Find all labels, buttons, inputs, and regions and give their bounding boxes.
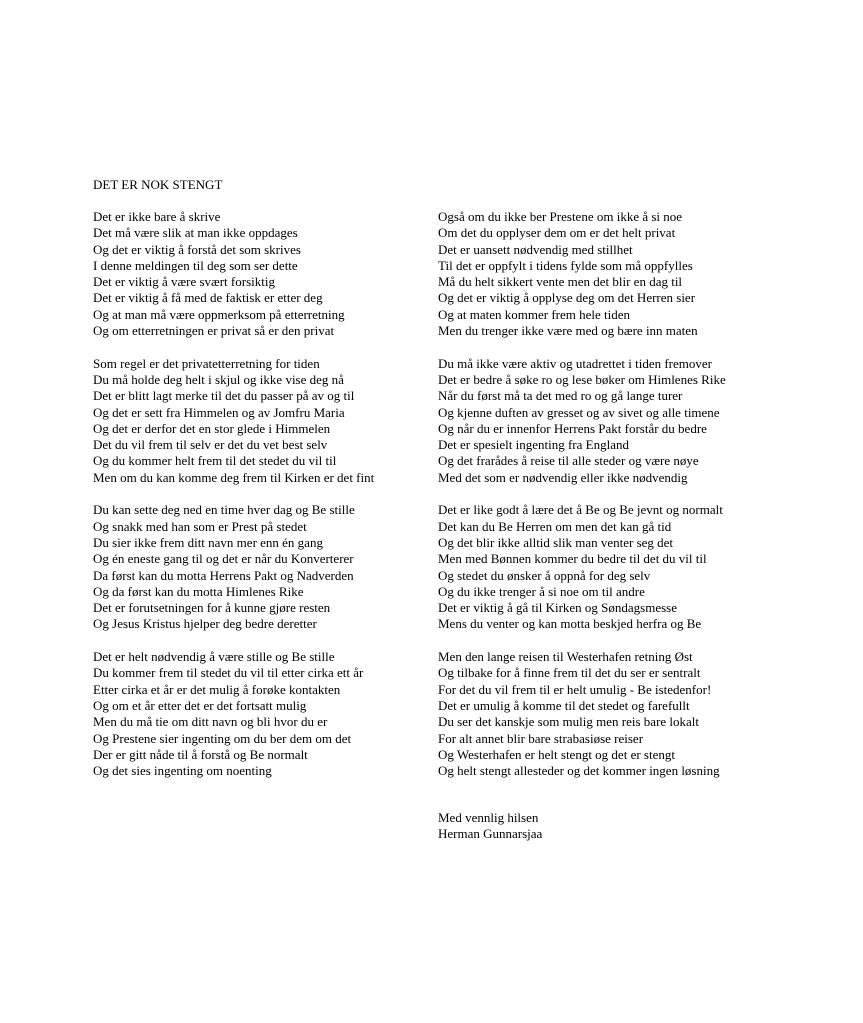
poem-line: Det er blitt lagt merke til det du passer på av og til [93,388,355,404]
poem-line: Og Westerhafen er helt stengt og det er stengt [438,746,675,762]
poem-line: Med det som er nødvendig eller ikke nødvendig [438,469,688,485]
poem-line: Det er viktig å få med de faktisk er etter deg [93,290,323,306]
signature-closing: Med vennlig hilsen [438,810,539,825]
stanza [93,356,374,486]
stanza [438,502,726,632]
poem-line: Og tilbake for å finne frem til det du ser er sentralt [438,665,701,681]
poem-line: Det er umulig å komme til det stedet og farefullt [438,697,690,713]
poem-line: Og stedet du ønsker å oppnå for deg selv [438,567,651,583]
poem-line: Også om du ikke ber Prestene om ikke å si noe [438,209,683,224]
poem-line: Når du først må ta det med ro og gå lange turer [438,388,683,404]
poem-line: Og det er derfor det en stor glede i Himmelen [93,420,331,436]
poem-line: Og Jesus Kristus hjelper deg bedre deretter [93,616,317,632]
poem-line: For alt annet blir bare strabasiøse reiser [438,730,644,746]
poem-line: Om det du opplyser dem om er det helt privat [438,225,676,241]
stanza [93,502,374,632]
poem-line: Og én eneste gang til og det er når du Konverterer [93,551,354,567]
poem-line: Det er bedre å søke ro og lese bøker om Himlenes Rike [438,371,726,387]
poem-line: Og det blir ikke alltid slik man venter seg det [438,534,674,550]
poem-line: Du må ikke være aktiv og utadrettet i tiden fremover [438,355,712,371]
poem-line: Det er forutsetningen for å kunne gjøre resten [93,600,331,616]
poem-line: Og det er viktig å forstå det som skrives [93,241,301,257]
poem-line: Men du må tie om ditt navn og bli hvor du er [93,714,328,730]
signature-block [438,810,542,843]
poem-line: Og du kommer helt frem til det stedet du vil til [93,453,337,469]
poem-line: Og det er sett fra Himmelen og av Jomfru Maria [93,404,345,420]
poem-line: Der er gitt nåde til å forstå og Be normalt [93,746,308,762]
poem-line: Må du helt sikkert vente men det blir en dag til [438,274,683,290]
poem-line: Du kan sette deg ned en time hver dag og Be stille [93,502,355,518]
stanza [93,649,374,779]
stanza [438,649,726,779]
poem-line: Det er ikke bare å skrive [93,209,221,224]
poem-line: Men den lange reisen til Westerhafen retning Øst [438,649,693,665]
poem-title: DET ER NOK STENGT [93,177,223,192]
poem-line: Og det frarådes å reise til alle steder og være nøye [438,453,699,469]
poem-line: Etter cirka et år er det mulig å forøke kontakten [93,681,341,697]
poem-line: Og det sies ingenting om noenting [93,763,272,779]
poem-line: Og at maten kommer frem hele tiden [438,306,631,322]
poem-line: Du sier ikke frem ditt navn mer enn én gang [93,534,323,550]
poem-line: Som regel er det privatetterretning for tiden [93,355,320,371]
poem-line: Det er spesielt ingenting fra England [438,437,629,453]
poem-line: Det du vil frem til selv er det du vet best selv [93,437,328,453]
poem-line: Og det er viktig å opplyse deg om det Herren sier [438,290,696,306]
signature-name: Herman Gunnarsjaa [438,826,543,842]
poem-line: Det er viktig å gå til Kirken og Søndagsmesse [438,600,678,616]
stanza [438,356,726,486]
stanza [93,209,374,339]
poem-line: Du kommer frem til stedet du vil til etter cirka ett år [93,665,364,681]
poem-line: For det du vil frem til er helt umulig - Be istedenfor! [438,681,712,697]
left-column [93,209,374,796]
poem-line: Og helt stengt allesteder og det kommer ingen løsning [438,763,720,779]
poem-line: Til det er oppfylt i tidens fylde som må oppfylles [438,257,693,273]
poem-line: Men du trenger ikke være med og bære inn maten [438,323,698,339]
poem-line: Men om du kan komme deg frem til Kirken er det fint [93,469,375,485]
poem-line: Og at man må være oppmerksom på etterretning [93,306,345,322]
poem-line: Du må holde deg helt i skjul og ikke vise deg nå [93,371,344,387]
poem-line: Det er like godt å lære det å Be og Be jevnt og normalt [438,502,723,518]
poem-line: Da først kan du motta Herrens Pakt og Nadverden [93,567,354,583]
poem-line: Det må være slik at man ikke oppdages [93,225,298,241]
poem-line: Og når du er innenfor Herrens Pakt forstår du bedre [438,420,707,436]
poem-line: Det er helt nødvendig å være stille og Be stille [93,649,335,665]
poem-line: Men med Bønnen kommer du bedre til det du vil til [438,551,707,567]
poem-line: Det er viktig å være svært forsiktig [93,274,275,290]
stanza [438,209,726,339]
poem-line: Og snakk med han som er Prest på stedet [93,518,307,534]
poem-line: Det kan du Be Herren om men det kan gå tid [438,518,672,534]
poem-line: Og om etterretningen er privat så er den privat [93,323,335,339]
poem-line: Og du ikke trenger å si noe om til andre [438,583,645,599]
right-column [438,209,726,796]
poem-line: Det er uansett nødvendig med stillhet [438,241,633,257]
poem-line: Mens du venter og kan motta beskjed herfra og Be [438,616,702,632]
poem-line: I denne meldingen til deg som ser dette [93,257,298,273]
poem-line: Og da først kan du motta Himlenes Rike [93,583,304,599]
poem-line: Du ser det kanskje som mulig men reis bare lokalt [438,714,700,730]
poem-line: Og Prestene sier ingenting om du ber dem om det [93,730,352,746]
poem-line: Og om et år etter det er det fortsatt mulig [93,697,307,713]
poem-line: Og kjenne duften av gresset og av sivet og alle timene [438,404,720,420]
